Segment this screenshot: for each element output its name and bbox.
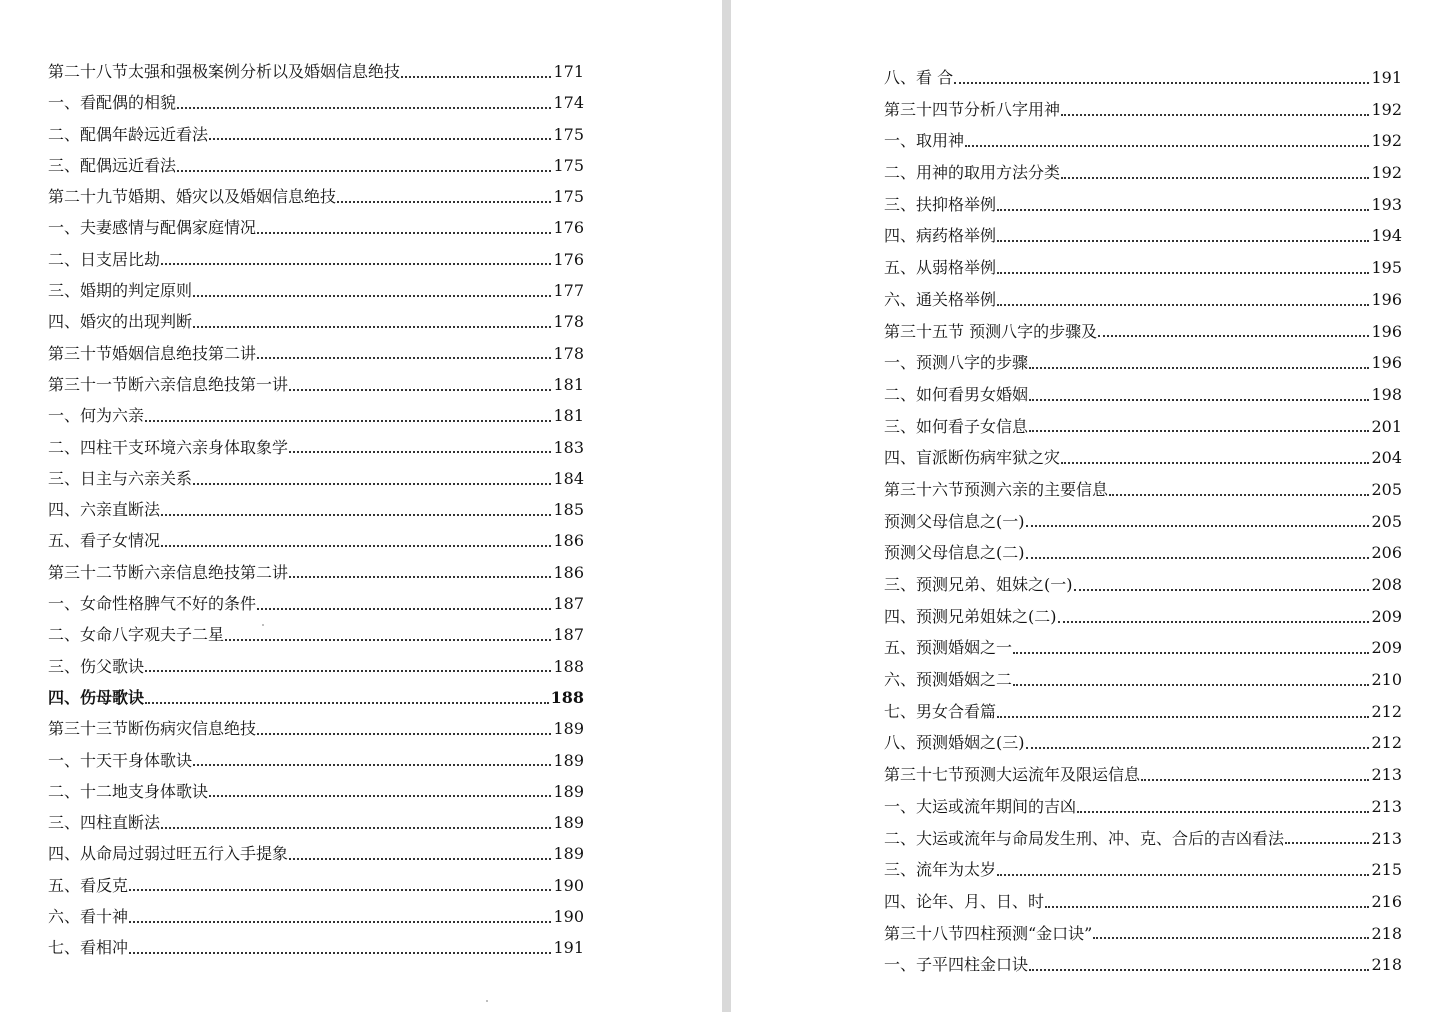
toc-entry-title: 四、伤母歌诀 — [48, 687, 145, 707]
toc-entry-title: 二、配偶年龄远近看法 — [48, 124, 209, 144]
toc-entry-title: 一、大运或流年期间的吉凶 — [884, 796, 1077, 816]
toc-entry-page-number: 195 — [1371, 258, 1402, 278]
toc-entry-title: 一、预测八字的步骤 — [884, 353, 1029, 373]
toc-entry-page-number: 191 — [553, 938, 584, 958]
toc-entry-title: 六、看十神 — [48, 907, 129, 927]
dot-leader — [1285, 842, 1369, 844]
dot-leader — [1061, 114, 1369, 116]
toc-entry-title: 四、预测兄弟姐妹之(二) — [884, 606, 1057, 626]
toc-entry-page-number: 183 — [553, 437, 584, 457]
toc-entry-title: 三、如何看子女信息 — [884, 416, 1029, 436]
toc-entry-page-number: 178 — [553, 312, 584, 332]
toc-entry[interactable] — [884, 506, 1402, 538]
toc-entry-title: 五、从弱格举例 — [884, 258, 997, 278]
dot-leader — [997, 272, 1369, 274]
toc-entry[interactable] — [884, 125, 1402, 157]
toc-entry-title: 三、四柱直断法 — [48, 813, 161, 833]
toc-entry-title: 二、日支居比劫 — [48, 249, 161, 269]
toc-entry-page-number: 189 — [553, 719, 584, 739]
toc-entry-page-number: 189 — [553, 781, 584, 801]
toc-entry-title: 四、从命局过弱过旺五行入手提象 — [48, 844, 289, 864]
toc-entry-title: 三、流年为太岁 — [884, 860, 997, 880]
dot-leader — [289, 576, 551, 578]
toc-entry-page-number: 189 — [553, 844, 584, 864]
toc-entry-page-number: 176 — [553, 218, 584, 238]
dot-leader — [193, 764, 551, 766]
dot-leader — [129, 921, 551, 923]
toc-entry-page-number: 209 — [1371, 606, 1402, 626]
toc-entry-title: 三、伤父歌诀 — [48, 656, 145, 676]
toc-entry-title: 第二十九节婚期、婚灾以及婚姻信息绝技 — [48, 187, 337, 207]
toc-entry-title: 八、预测婚姻之(三) — [884, 733, 1025, 753]
dot-leader — [997, 716, 1369, 718]
toc-entry[interactable] — [884, 918, 1402, 950]
dot-leader — [145, 670, 551, 672]
dot-leader — [997, 240, 1369, 242]
toc-entry[interactable] — [48, 463, 584, 494]
dot-leader — [965, 145, 1369, 147]
toc-entry-title: 七、看相冲 — [48, 938, 129, 958]
toc-entry-title: 四、论年、月、日、时 — [884, 891, 1045, 911]
toc-entry-page-number: 186 — [553, 531, 584, 551]
dot-leader — [193, 326, 551, 328]
right-toc-list — [884, 62, 1402, 981]
toc-entry-title: 六、通关格举例 — [884, 289, 997, 309]
toc-entry[interactable] — [884, 696, 1402, 728]
toc-entry[interactable] — [48, 275, 584, 306]
toc-entry-page-number: 187 — [553, 625, 584, 645]
toc-entry[interactable] — [884, 442, 1402, 474]
toc-entry-page-number: 192 — [1371, 131, 1402, 151]
dot-leader — [1029, 367, 1369, 369]
toc-entry-title: 一、夫妻感情与配偶家庭情况 — [48, 218, 257, 238]
toc-entry-title: 一、子平四柱金口诀 — [884, 955, 1029, 975]
toc-entry-page-number: 205 — [1371, 479, 1402, 499]
toc-entry[interactable] — [48, 588, 584, 619]
dot-leader — [225, 639, 551, 641]
toc-entry-page-number: 181 — [553, 374, 584, 394]
dot-leader — [145, 702, 549, 704]
toc-entry[interactable] — [884, 379, 1402, 411]
dot-leader — [161, 827, 551, 829]
toc-entry-title: 预测父母信息之(二) — [884, 543, 1025, 563]
toc-entry-title: 四、盲派断伤病牢狱之灾 — [884, 448, 1061, 468]
toc-entry-page-number: 188 — [553, 656, 584, 676]
toc-entry-page-number: 185 — [553, 500, 584, 520]
toc-entry[interactable] — [884, 189, 1402, 221]
toc-entry[interactable] — [48, 432, 584, 463]
toc-entry[interactable] — [48, 682, 584, 713]
dot-leader — [129, 952, 551, 954]
dot-leader — [129, 889, 551, 891]
toc-entry-page-number: 177 — [553, 281, 584, 301]
toc-entry-title: 二、用神的取用方法分类 — [884, 163, 1061, 183]
toc-entry[interactable] — [48, 932, 584, 963]
toc-entry[interactable] — [884, 632, 1402, 664]
toc-entry-page-number: 210 — [1371, 670, 1402, 690]
toc-entry-page-number: 189 — [553, 813, 584, 833]
toc-entry-title: 五、看反克 — [48, 875, 129, 895]
toc-entry-page-number: 213 — [1371, 796, 1402, 816]
dot-leader — [337, 201, 551, 203]
toc-entry[interactable] — [884, 474, 1402, 506]
toc-entry[interactable] — [884, 727, 1402, 759]
dot-leader — [1045, 906, 1369, 908]
scan-speck — [486, 1000, 488, 1002]
dot-leader — [209, 795, 551, 797]
toc-entry[interactable] — [884, 411, 1402, 443]
toc-entry-title: 第三十六节预测六亲的主要信息 — [884, 479, 1109, 499]
toc-entry-title: 八、看 合 — [884, 68, 954, 87]
toc-entry-title: 预测父母信息之(一) — [884, 511, 1025, 531]
toc-entry-page-number: 178 — [553, 343, 584, 363]
dot-leader — [1093, 937, 1369, 939]
toc-entry-title: 三、扶抑格举例 — [884, 194, 997, 214]
toc-entry-title: 二、大运或流年与命局发生刑、冲、克、合后的吉凶看法 — [884, 828, 1285, 848]
left-toc-list — [48, 56, 584, 964]
toc-entry-page-number: 218 — [1371, 923, 1402, 943]
toc-entry[interactable] — [884, 854, 1402, 886]
toc-entry[interactable] — [48, 369, 584, 400]
toc-entry-title: 二、四柱干支环境六亲身体取象学 — [48, 437, 289, 457]
toc-entry-page-number: 175 — [553, 124, 584, 144]
toc-entry[interactable] — [884, 886, 1402, 918]
dot-leader — [997, 209, 1369, 211]
toc-entry[interactable] — [884, 284, 1402, 316]
toc-entry-page-number: 187 — [553, 594, 584, 614]
toc-entry[interactable] — [884, 601, 1402, 633]
scan-speck — [262, 624, 264, 626]
toc-entry-title: 四、病药格举例 — [884, 226, 997, 246]
toc-entry[interactable] — [48, 807, 584, 838]
dot-leader — [1061, 462, 1369, 464]
toc-entry-title: 二、如何看男女婚姻 — [884, 384, 1029, 404]
toc-entry-title: 第三十一节断六亲信息绝技第一讲 — [48, 374, 289, 394]
dot-leader — [997, 304, 1369, 306]
toc-entry-title: 五、看子女情况 — [48, 531, 161, 551]
toc-entry-title: 一、取用神 — [884, 131, 965, 151]
toc-entry-title: 三、日主与六亲关系 — [48, 468, 193, 488]
toc-entry-page-number: 193 — [1371, 194, 1402, 214]
dot-leader — [1098, 335, 1369, 337]
toc-entry-page-number: 215 — [1371, 860, 1402, 880]
toc-entry-page-number: 186 — [553, 562, 584, 582]
toc-entry-page-number: 204 — [1371, 448, 1402, 468]
toc-entry[interactable] — [48, 619, 584, 650]
toc-entry-page-number: 201 — [1371, 416, 1402, 436]
toc-entry-page-number: 196 — [1371, 289, 1402, 309]
toc-entry-title: 二、十二地支身体歌诀 — [48, 781, 209, 801]
toc-entry-page-number: 205 — [1371, 511, 1402, 531]
toc-entry-title: 第三十节婚姻信息绝技第二讲 — [48, 343, 257, 363]
toc-entry[interactable] — [48, 651, 584, 682]
toc-entry[interactable] — [48, 119, 584, 150]
toc-entry[interactable] — [884, 252, 1402, 284]
toc-entry-title: 二、女命八字观夫子二星 — [48, 625, 225, 645]
toc-entry-page-number: 176 — [553, 249, 584, 269]
dot-leader — [161, 263, 551, 265]
toc-entry[interactable] — [884, 316, 1402, 348]
toc-entry-page-number: 213 — [1371, 765, 1402, 785]
toc-entry-page-number: 198 — [1371, 384, 1402, 404]
toc-entry[interactable] — [884, 949, 1402, 981]
toc-entry-title: 一、十天干身体歌诀 — [48, 750, 193, 770]
dot-leader — [177, 107, 551, 109]
dot-leader — [1029, 969, 1369, 971]
dot-leader — [145, 420, 551, 422]
toc-entry[interactable] — [884, 569, 1402, 601]
toc-entry-title: 一、女命性格脾气不好的条件 — [48, 594, 257, 614]
toc-entry-title: 第三十四节分析八字用神 — [884, 99, 1061, 119]
toc-entry[interactable] — [48, 338, 584, 369]
toc-entry-title: 四、婚灾的出现判断 — [48, 312, 193, 332]
toc-entry-title: 五、预测婚姻之一 — [884, 638, 1013, 658]
toc-entry-title: 一、何为六亲 — [48, 406, 145, 426]
dot-leader — [289, 858, 551, 860]
dot-leader — [161, 545, 551, 547]
dot-leader — [257, 608, 551, 610]
toc-entry[interactable] — [48, 870, 584, 901]
toc-entry-page-number: 212 — [1371, 733, 1402, 753]
toc-entry[interactable] — [48, 713, 584, 744]
toc-entry[interactable] — [48, 87, 584, 118]
toc-entry[interactable] — [884, 94, 1402, 126]
toc-entry[interactable] — [48, 212, 584, 243]
toc-entry-page-number: 212 — [1371, 701, 1402, 721]
toc-entry-title: 第三十二节断六亲信息绝技第二讲 — [48, 562, 289, 582]
toc-entry-title: 六、预测婚姻之二 — [884, 670, 1013, 690]
toc-entry-page-number: 184 — [553, 468, 584, 488]
dot-leader — [193, 483, 551, 485]
dot-leader — [1074, 589, 1370, 591]
dot-leader — [193, 295, 551, 297]
toc-entry[interactable] — [48, 150, 584, 181]
toc-entry-page-number: 190 — [553, 907, 584, 927]
toc-entry-title: 第三十八节四柱预测“金口诀” — [884, 923, 1093, 943]
dot-leader — [401, 76, 551, 78]
toc-entry-page-number: 171 — [553, 62, 584, 81]
toc-entry[interactable] — [48, 306, 584, 337]
toc-entry[interactable] — [48, 776, 584, 807]
toc-entry[interactable] — [884, 823, 1402, 855]
toc-entry-title: 三、预测兄弟、姐妹之(一) — [884, 575, 1073, 594]
toc-entry[interactable] — [48, 901, 584, 932]
dot-leader — [1013, 684, 1369, 686]
toc-entry[interactable] — [884, 220, 1402, 252]
toc-entry-title: 四、六亲直断法 — [48, 500, 161, 520]
toc-entry[interactable] — [48, 181, 584, 212]
toc-entry-page-number: 209 — [1371, 638, 1402, 658]
toc-entry-page-number: 192 — [1371, 163, 1402, 183]
toc-entry-page-number: 196 — [1371, 321, 1402, 341]
toc-entry-page-number: 181 — [553, 406, 584, 426]
dot-leader — [257, 232, 551, 234]
dot-leader — [257, 357, 551, 359]
toc-entry-title: 七、男女合看篇 — [884, 701, 997, 721]
toc-entry-title: 三、婚期的判定原则 — [48, 281, 193, 301]
toc-entry[interactable] — [48, 56, 584, 87]
dot-leader — [289, 389, 551, 391]
toc-entry[interactable] — [48, 557, 584, 588]
toc-entry-page-number: 191 — [1371, 68, 1402, 87]
dot-leader — [209, 138, 551, 140]
dot-leader — [1013, 652, 1369, 654]
toc-entry[interactable] — [884, 157, 1402, 189]
toc-entry-title: 第三十五节 预测八字的步骤及 — [884, 321, 1098, 341]
toc-entry[interactable] — [884, 759, 1402, 791]
toc-entry[interactable] — [48, 494, 584, 525]
toc-entry-page-number: 175 — [553, 187, 584, 207]
toc-entry-title: 第三十七节预测大运流年及限运信息 — [884, 765, 1141, 785]
dot-leader — [177, 170, 551, 172]
dot-leader — [1029, 399, 1369, 401]
dot-leader — [1109, 494, 1369, 496]
toc-entry[interactable] — [48, 838, 584, 869]
toc-entry-title: 第三十三节断伤病灾信息绝技 — [48, 719, 257, 739]
toc-entry[interactable] — [884, 791, 1402, 823]
toc-entry[interactable] — [884, 347, 1402, 379]
dot-leader — [257, 733, 551, 735]
toc-entry-page-number: 189 — [553, 750, 584, 770]
dot-leader — [954, 82, 1369, 84]
dot-leader — [1026, 747, 1370, 749]
toc-entry-page-number: 208 — [1371, 575, 1402, 594]
dot-leader — [289, 451, 551, 453]
toc-entry-page-number: 194 — [1371, 226, 1402, 246]
toc-entry[interactable] — [48, 244, 584, 275]
toc-entry-page-number: 175 — [553, 155, 584, 175]
toc-entry-title: 第二十八节太强和强极案例分析以及婚姻信息绝技 — [48, 62, 401, 81]
toc-entry-page-number: 190 — [553, 875, 584, 895]
dot-leader — [1077, 811, 1369, 813]
toc-entry-page-number: 174 — [553, 93, 584, 113]
toc-entry-page-number: 206 — [1371, 543, 1402, 563]
dot-leader — [1026, 525, 1370, 527]
dot-leader — [997, 874, 1369, 876]
toc-entry-title: 一、看配偶的相貌 — [48, 93, 177, 113]
toc-entry[interactable] — [884, 664, 1402, 696]
dot-leader — [1141, 779, 1369, 781]
dot-leader — [1026, 557, 1370, 559]
toc-entry-page-number: 196 — [1371, 353, 1402, 373]
toc-entry-page-number: 216 — [1371, 891, 1402, 911]
toc-entry[interactable] — [48, 400, 584, 431]
toc-entry-title: 三、配偶远近看法 — [48, 155, 177, 175]
toc-entry-page-number: 192 — [1371, 99, 1402, 119]
dot-leader — [161, 514, 551, 516]
toc-entry[interactable] — [48, 525, 584, 556]
toc-entry-page-number: 213 — [1371, 828, 1402, 848]
toc-entry[interactable] — [884, 537, 1402, 569]
toc-entry[interactable] — [48, 745, 584, 776]
dot-leader — [1061, 177, 1369, 179]
toc-entry-page-number: 188 — [550, 687, 584, 707]
dot-leader — [1029, 430, 1369, 432]
toc-entry[interactable] — [884, 62, 1402, 94]
dot-leader — [1058, 621, 1370, 623]
toc-entry-page-number: 218 — [1371, 955, 1402, 975]
